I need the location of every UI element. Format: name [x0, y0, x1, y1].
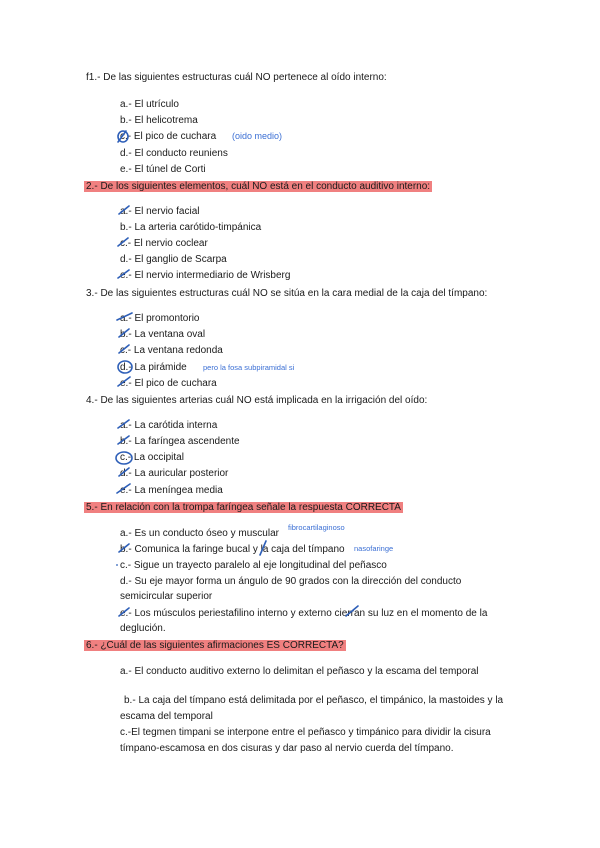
q1-option-b: b.- El helicotrema [120, 115, 198, 126]
q1-annotation: (oido medio) [232, 131, 283, 141]
q5-annotation-b: nasofaringe [354, 544, 394, 553]
question-4-title: 4.- De las siguientes arterias cuál NO está implicada en la irrigación del oído: [86, 395, 428, 406]
q1-option-d: d.- El conducto reuniens [120, 148, 228, 159]
question-2-title: 2.- De los siguientes elementos, cuál NO está en el conducto auditivo interno: [86, 181, 431, 192]
q4-option-e: e.- La meníngea media [120, 485, 223, 496]
q5-option-e-cont: deglución. [120, 623, 166, 634]
q6-option-c: c.-El tegmen timpani se interpone entre el peñasco y timpánico para dividir la cisura [120, 727, 491, 738]
q1-option-c: c.- El pico de cuchara [120, 131, 217, 142]
q2-option-a: a.- El nervio facial [120, 206, 200, 217]
q5-option-c: c.- Sigue un trayecto paralelo al eje longitudinal del peñasco [120, 560, 387, 571]
question-6-title: 6.- ¿Cuál de las siguientes afirmaciones ES CORRECTA? [86, 640, 344, 651]
q5-dot-c [116, 564, 118, 566]
q5-annotation-a: fibrocartilaginoso [288, 523, 345, 532]
q5-option-d-cont: semicircular superior [120, 591, 213, 602]
q2-option-c: c.- El nervio coclear [120, 238, 208, 249]
question-5-title: 5.- En relación con la trompa faríngea señale la respuesta CORRECTA [86, 502, 401, 513]
q2-option-e: e.- El nervio intermediario de Wrisberg [120, 270, 291, 281]
q1-option-e: e.- El túnel de Corti [120, 164, 206, 175]
question-3-title: 3.- De las siguientes estructuras cuál NO se sitúa en la cara medial de la caja del tímpano: [86, 288, 488, 299]
q5-option-d: d.- Su eje mayor forma un ángulo de 90 grados con la dirección del conducto [120, 576, 462, 587]
q5-option-a: a.- Es un conducto óseo y muscular [120, 528, 279, 539]
q4-option-a: a.- La carótida interna [120, 420, 218, 431]
q6-option-b-cont: escama del temporal [120, 711, 213, 722]
q4-option-d: d.- La auricular posterior [120, 468, 229, 479]
q5-option-e: e.- Los músculos periestafilino interno y externo cierran su luz en el momento de la [120, 608, 488, 619]
q2-option-b: b.- La arteria carótido-timpánica [120, 222, 262, 233]
question-1-title: f1.- De las siguientes estructuras cuál NO pertenece al oído interno: [86, 72, 387, 83]
q4-option-c: c.- La occipital [120, 452, 184, 463]
q3-option-e: e.- El pico de cuchara [120, 378, 217, 389]
q3-option-b: b.- La ventana oval [120, 329, 206, 340]
q3-annotation: pero la fosa subpiramidal si [203, 363, 295, 372]
q3-option-a: a.- El promontorio [120, 313, 200, 324]
q6-option-c-cont: tímpano-escamosa en dos cisuras y dar paso al nervio cuerda del tímpano. [120, 743, 454, 754]
q3-option-c: c.- La ventana redonda [120, 345, 223, 356]
q1-option-a: a.- El utrículo [120, 99, 179, 110]
q2-option-d: d.- El ganglio de Scarpa [120, 254, 227, 265]
q3-option-d: d.- La pirámide [120, 362, 187, 373]
q6-option-a: a.- El conducto auditivo externo lo delimitan el peñasco y la escama del temporal [120, 666, 479, 677]
q4-option-b: b.- La faríngea ascendente [120, 436, 240, 447]
q5-option-b: b.- Comunica la faringe bucal y la caja del tímpano [120, 544, 345, 555]
q6-option-b: b.- La caja del tímpano está delimitada por el peñasco, el timpánico, la mastoides y la [124, 695, 504, 706]
